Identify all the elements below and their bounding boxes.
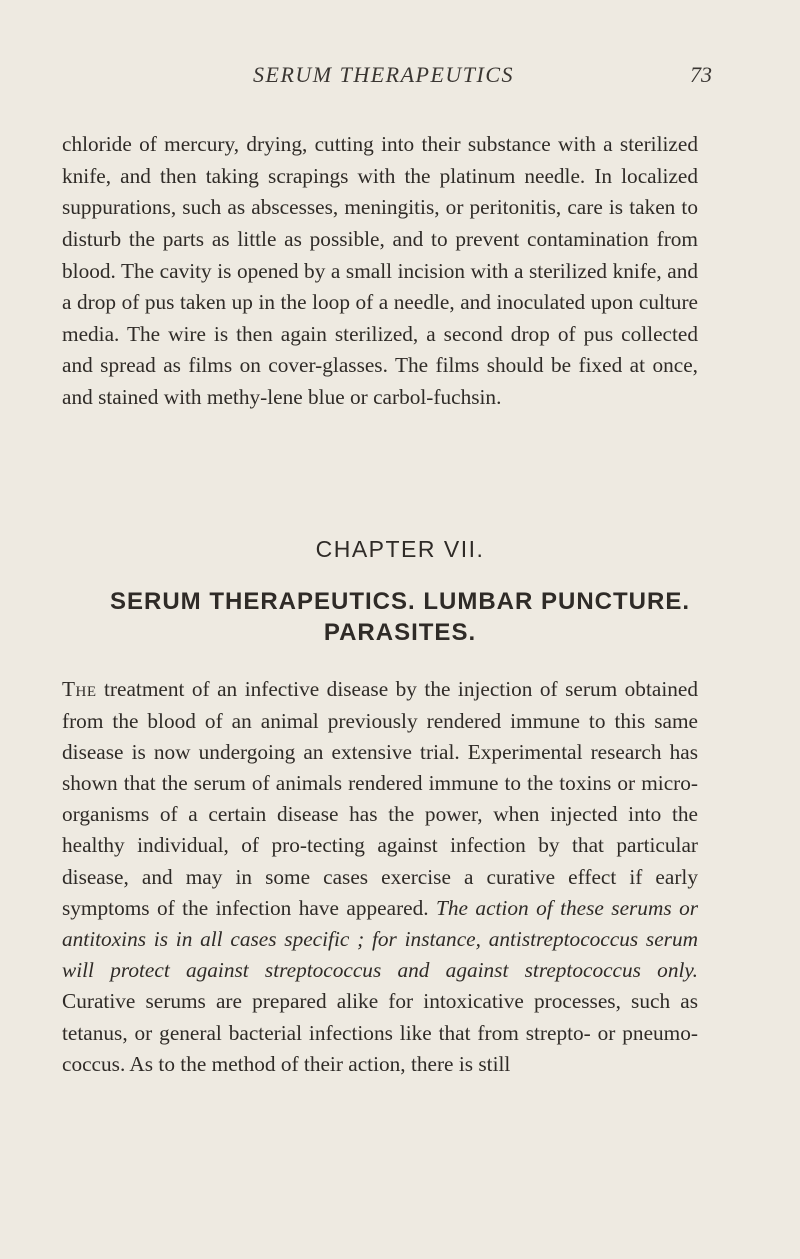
chapter-title: SERUM THERAPEUTICS. LUMBAR PUNCTURE. PARASITES. bbox=[109, 588, 690, 646]
italic-passage: The action of these serums or antitoxins is in all cases specific ; for instance, antistreptococcus serum will protect against streptococcus and against streptococcus only. bbox=[62, 895, 699, 983]
running-head-title: SERUM THERAPEUTICS bbox=[253, 62, 515, 87]
paragraph-text-start: treatment of an infective disease by the injection of serum obtained from the blood of an animal previously rendered immune to this same disease is now undergoing an extensive trial. Experimental research has shown that the serum of animals rendered immune to the toxins or micro-organisms of a certain disease has the power, when injected into the healthy individual, of pro-tecting against infection by that particular disease, and may in some cases exercise a curative effect if early symptoms of the infection have appeared. bbox=[62, 677, 698, 920]
page-number: 73 bbox=[690, 62, 712, 87]
lead-word: The bbox=[62, 677, 97, 702]
paragraph-text-end: Curative serums are prepared alike for intoxicative processes, such as tetanus, or general bacterial infections like that from strepto- or pneumo-coccus. As to the method of their action, there is still bbox=[62, 989, 698, 1076]
chapter-number: CHAPTER VII. bbox=[315, 536, 485, 562]
paragraph-continued: chloride of mercury, drying, cutting into their substance with a sterilized knife, and then taking scrapings with the platinum needle. In localized suppurations, such as abscesses, meningitis, or peritonitis, care is taken to disturb the parts as little as possible, and to prevent contamination from blood. The cavity is opened by a small incision with a sterilized knife, and a drop of pus taken up in the loop of a needle, and inoculated upon culture media. The wire is then again sterilized, a second drop of pus collected and spread as films on cover-glasses. The films should be fixed at once, and stained with methy-lene blue or carbol-fuchsin. bbox=[62, 132, 698, 410]
paragraph-opening bbox=[62, 674, 698, 1080]
running-head bbox=[0, 62, 800, 92]
